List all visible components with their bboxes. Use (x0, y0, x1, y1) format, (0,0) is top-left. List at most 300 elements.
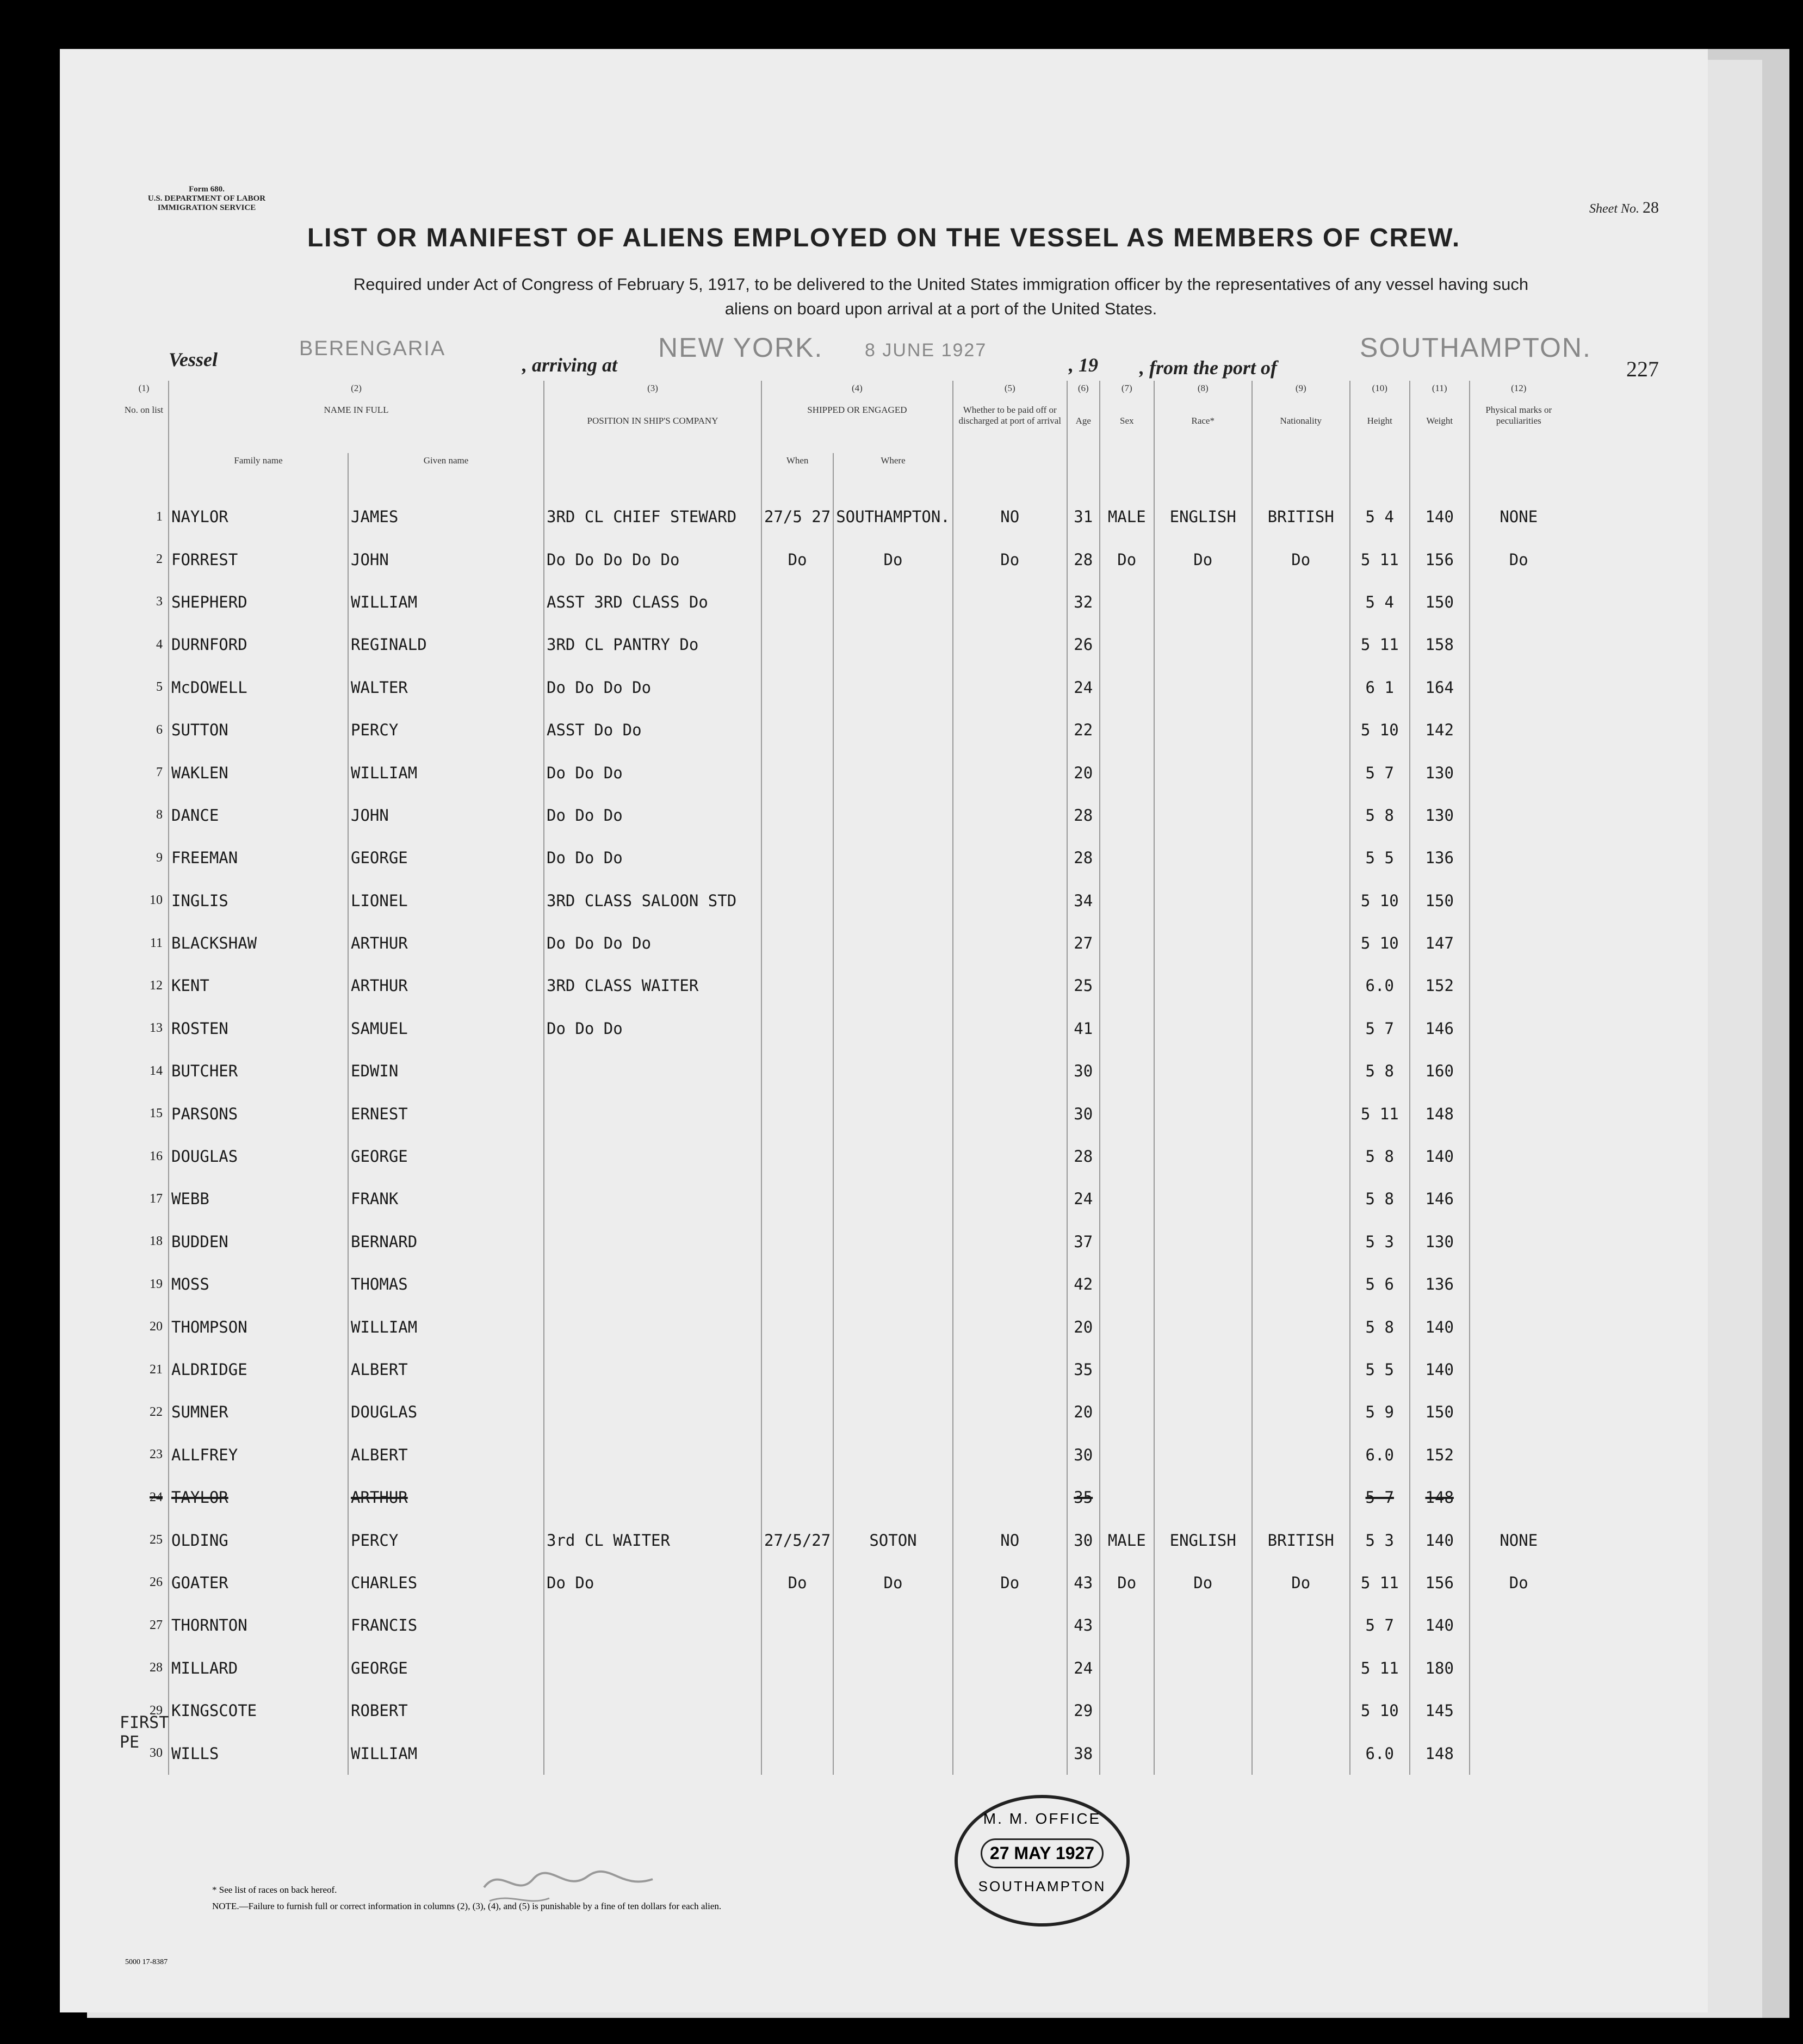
sex-cell (1100, 1221, 1154, 1263)
crew-row (120, 1305, 1567, 1348)
race-cell (1154, 581, 1252, 623)
physical-marks-cell (1470, 1732, 1567, 1774)
document-title: LIST OR MANIFEST OF ALIENS EMPLOYED ON THE VESSEL AS MEMBERS OF CREW. (307, 224, 1461, 252)
row-number-cell: 26 (150, 1575, 163, 1590)
row-number-cell: 23 (150, 1447, 163, 1462)
height-cell: 5 10 (1350, 879, 1410, 922)
physical-marks-cell (1470, 964, 1567, 1007)
height-cell: 6.0 (1350, 964, 1410, 1007)
position-cell: 3RD CL PANTRY Do (544, 623, 761, 666)
family-name-cell: THOMPSON (169, 1305, 348, 1348)
physical-marks-cell (1470, 1221, 1567, 1263)
row-number-cell: 16 (150, 1149, 163, 1163)
sex-cell (1100, 837, 1154, 879)
paid-off-cell (953, 1221, 1067, 1263)
shipped-where-cell (833, 581, 953, 623)
row-number-cell: 22 (150, 1404, 163, 1419)
sex-cell (1100, 1732, 1154, 1774)
position-cell: ASST Do Do (544, 709, 761, 751)
paid-off-cell: Do (953, 538, 1067, 580)
age-cell: 20 (1067, 1391, 1100, 1433)
weight-cell: 140 (1410, 1348, 1470, 1391)
col-paid-off-header: (5) Whether to be paid off or discharged at port of arrival (953, 381, 1067, 495)
weight-cell: 148 (1410, 1476, 1470, 1519)
weight-cell: 145 (1410, 1689, 1470, 1732)
nationality-cell (1252, 1178, 1350, 1220)
nationality-cell (1252, 1221, 1350, 1263)
position-cell (544, 1391, 761, 1433)
weight-cell: 160 (1410, 1050, 1470, 1092)
given-name-cell: JOHN (348, 538, 544, 580)
given-name-cell: WILLIAM (348, 751, 544, 794)
race-cell: Do (1154, 1562, 1252, 1604)
shipped-when-cell (761, 1263, 833, 1305)
sex-cell (1100, 709, 1154, 751)
paid-off-cell: Do (953, 1562, 1067, 1604)
shipped-where-cell (833, 1476, 953, 1519)
nationality-cell (1252, 1476, 1350, 1519)
crew-row (120, 1604, 1567, 1646)
margin-note: FIRST PE (120, 1713, 169, 1752)
shipped-when-cell (761, 794, 833, 837)
family-name-cell: SUTTON (169, 709, 348, 751)
departure-port: SOUTHAMPTON. (1360, 332, 1591, 363)
crew-row (120, 1348, 1567, 1391)
given-name-cell: PERCY (348, 1519, 544, 1561)
weight-cell: 146 (1410, 1178, 1470, 1220)
sex-cell (1100, 1689, 1154, 1732)
position-cell: Do Do (544, 1562, 761, 1604)
weight-cell: 136 (1410, 1263, 1470, 1305)
physical-marks-cell (1470, 837, 1567, 879)
height-cell: 5 5 (1350, 837, 1410, 879)
race-cell (1154, 879, 1252, 922)
crew-row (120, 495, 1567, 538)
shipped-when-cell (761, 922, 833, 964)
given-name-cell: ARTHUR (348, 922, 544, 964)
race-cell (1154, 1604, 1252, 1646)
print-number: 5000 17-8387 (125, 1958, 168, 1966)
race-cell (1154, 964, 1252, 1007)
form-header: Form 680. U.S. DEPARTMENT OF LABOR IMMIGRATION SERVICE (147, 185, 266, 212)
physical-marks-cell (1470, 623, 1567, 666)
given-name-cell: GEORGE (348, 1135, 544, 1178)
row-number-cell: 15 (150, 1106, 163, 1121)
paid-off-cell (953, 1732, 1067, 1774)
paid-off-cell (953, 1434, 1067, 1476)
height-cell: 5 11 (1350, 1092, 1410, 1135)
position-cell: Do Do Do Do Do (544, 538, 761, 580)
age-cell: 20 (1067, 1305, 1100, 1348)
position-cell (544, 1305, 761, 1348)
nationality-cell (1252, 666, 1350, 709)
given-name-cell: LIONEL (348, 879, 544, 922)
family-name-cell: FREEMAN (169, 837, 348, 879)
family-name-cell: ALLFREY (169, 1434, 348, 1476)
height-cell: 5 4 (1350, 581, 1410, 623)
height-cell: 5 11 (1350, 1562, 1410, 1604)
shipped-where-cell (833, 1050, 953, 1092)
given-name-cell: ARTHUR (348, 1476, 544, 1519)
family-name-cell: MILLARD (169, 1647, 348, 1689)
crew-row (120, 1221, 1567, 1263)
nationality-cell (1252, 709, 1350, 751)
given-name-cell: SAMUEL (348, 1007, 544, 1050)
family-name-cell: TAYLOR (169, 1476, 348, 1519)
position-cell: Do Do Do (544, 794, 761, 837)
physical-marks-cell (1470, 1305, 1567, 1348)
row-number-cell: 10 (150, 893, 163, 908)
nationality-cell (1252, 1050, 1350, 1092)
sex-cell (1100, 1050, 1154, 1092)
family-name-cell: SUMNER (169, 1391, 348, 1433)
physical-marks-cell (1470, 1434, 1567, 1476)
position-cell (544, 1647, 761, 1689)
race-cell (1154, 1391, 1252, 1433)
shipped-when-cell: Do (761, 1562, 833, 1604)
position-cell: 3RD CLASS WAITER (544, 964, 761, 1007)
sex-cell (1100, 1135, 1154, 1178)
row-number-cell: 17 (150, 1191, 163, 1206)
nationality-cell (1252, 1391, 1350, 1433)
nationality-cell (1252, 1732, 1350, 1774)
col-height-header: (10) Height (1350, 381, 1410, 495)
sex-cell (1100, 581, 1154, 623)
height-cell: 5 9 (1350, 1391, 1410, 1433)
age-cell: 24 (1067, 666, 1100, 709)
given-name-cell: ROBERT (348, 1689, 544, 1732)
paid-off-cell (953, 666, 1067, 709)
given-name-cell: BERNARD (348, 1221, 544, 1263)
physical-marks-cell (1470, 1092, 1567, 1135)
family-name-cell: MOSS (169, 1263, 348, 1305)
shipped-when-cell (761, 1092, 833, 1135)
race-cell (1154, 837, 1252, 879)
height-cell: 6.0 (1350, 1732, 1410, 1774)
age-cell: 22 (1067, 709, 1100, 751)
sex-cell: Do (1100, 538, 1154, 580)
col-shipped-header: (4) SHIPPED OR ENGAGED (761, 381, 953, 453)
position-cell: Do Do Do (544, 1007, 761, 1050)
paid-off-cell (953, 1305, 1067, 1348)
physical-marks-cell (1470, 879, 1567, 922)
nationality-cell (1252, 1007, 1350, 1050)
given-name-cell: ALBERT (348, 1348, 544, 1391)
weight-cell: 158 (1410, 623, 1470, 666)
sex-cell (1100, 666, 1154, 709)
physical-marks-cell (1470, 581, 1567, 623)
arriving-label: , arriving at (522, 354, 618, 376)
arrival-date: 8 JUNE 1927 (865, 340, 987, 361)
given-name-cell: EDWIN (348, 1050, 544, 1092)
given-name-cell: THOMAS (348, 1263, 544, 1305)
height-cell: 5 10 (1350, 922, 1410, 964)
col-name-header: (2) NAME IN FULL (169, 381, 544, 453)
age-cell: 28 (1067, 538, 1100, 580)
shipped-when-cell (761, 1604, 833, 1646)
age-cell: 43 (1067, 1604, 1100, 1646)
col-when-header: When (761, 453, 833, 495)
weight-cell: 150 (1410, 1391, 1470, 1433)
shipped-where-cell (833, 794, 953, 837)
race-cell (1154, 1135, 1252, 1178)
position-cell: 3RD CL CHIEF STEWARD (544, 495, 761, 538)
from-port-label: , from the port of (1139, 357, 1278, 379)
given-name-cell: WILLIAM (348, 581, 544, 623)
family-name-cell: BUTCHER (169, 1050, 348, 1092)
age-cell: 29 (1067, 1689, 1100, 1732)
weight-cell: 136 (1410, 837, 1470, 879)
shipped-when-cell (761, 1050, 833, 1092)
race-cell (1154, 1221, 1252, 1263)
crew-row (120, 1178, 1567, 1220)
family-name-cell: WEBB (169, 1178, 348, 1220)
shipped-when-cell (761, 964, 833, 1007)
shipped-where-cell (833, 1263, 953, 1305)
row-number-cell: 6 (156, 722, 163, 737)
race-cell: ENGLISH (1154, 1519, 1252, 1561)
position-cell (544, 1348, 761, 1391)
nationality-cell: BRITISH (1252, 495, 1350, 538)
paid-off-cell (953, 1263, 1067, 1305)
height-cell: 5 3 (1350, 1519, 1410, 1561)
nationality-cell (1252, 1689, 1350, 1732)
nationality-cell (1252, 1092, 1350, 1135)
age-cell: 27 (1067, 922, 1100, 964)
sex-cell: MALE (1100, 1519, 1154, 1561)
col-position-header: (3) POSITION IN SHIP'S COMPANY (544, 381, 761, 495)
weight-cell: 152 (1410, 1434, 1470, 1476)
position-cell (544, 1221, 761, 1263)
age-cell: 24 (1067, 1647, 1100, 1689)
weight-cell: 130 (1410, 794, 1470, 837)
position-cell (544, 1263, 761, 1305)
position-cell (544, 1092, 761, 1135)
weight-cell: 130 (1410, 751, 1470, 794)
paid-off-cell (953, 623, 1067, 666)
paid-off-cell (953, 964, 1067, 1007)
height-cell: 5 8 (1350, 1178, 1410, 1220)
shipped-where-cell (833, 879, 953, 922)
shipped-where-cell: SOUTHAMPTON. (833, 495, 953, 538)
row-number-cell: 11 (150, 936, 163, 950)
shipped-where-cell (833, 1732, 953, 1774)
shipped-when-cell (761, 1007, 833, 1050)
crew-row (120, 1647, 1567, 1689)
shipped-when-cell (761, 751, 833, 794)
nationality-cell: BRITISH (1252, 1519, 1350, 1561)
paid-off-cell (953, 837, 1067, 879)
paid-off-cell (953, 1135, 1067, 1178)
physical-marks-cell: Do (1470, 1562, 1567, 1604)
race-cell (1154, 1178, 1252, 1220)
physical-marks-cell (1470, 1007, 1567, 1050)
paid-off-cell (953, 879, 1067, 922)
crew-row (120, 837, 1567, 879)
position-cell: Do Do Do (544, 837, 761, 879)
nationality-cell: Do (1252, 538, 1350, 580)
nationality-cell (1252, 1604, 1350, 1646)
physical-marks-cell (1470, 751, 1567, 794)
weight-cell: 148 (1410, 1092, 1470, 1135)
physical-marks-cell (1470, 1178, 1567, 1220)
shipped-when-cell (761, 1178, 833, 1220)
shipped-where-cell (833, 666, 953, 709)
height-cell: 5 3 (1350, 1221, 1410, 1263)
height-cell: 5 4 (1350, 495, 1410, 538)
crew-row (120, 1050, 1567, 1092)
paid-off-cell (953, 1391, 1067, 1433)
paid-off-cell (953, 1092, 1067, 1135)
sex-cell (1100, 751, 1154, 794)
sex-cell (1100, 1391, 1154, 1433)
given-name-cell: FRANCIS (348, 1604, 544, 1646)
age-cell: 28 (1067, 1135, 1100, 1178)
race-cell: ENGLISH (1154, 495, 1252, 538)
sex-cell (1100, 1007, 1154, 1050)
family-name-cell: OLDING (169, 1519, 348, 1561)
row-number-cell: 27 (150, 1618, 163, 1632)
age-cell: 43 (1067, 1562, 1100, 1604)
sex-cell: Do (1100, 1562, 1154, 1604)
position-cell: 3rd CL WAITER (544, 1519, 761, 1561)
age-cell: 30 (1067, 1519, 1100, 1561)
weight-cell: 140 (1410, 1519, 1470, 1561)
physical-marks-cell (1470, 1135, 1567, 1178)
crew-row (120, 1434, 1567, 1476)
shipped-when-cell (761, 879, 833, 922)
weight-cell: 164 (1410, 666, 1470, 709)
shipped-where-cell (833, 1689, 953, 1732)
physical-marks-cell (1470, 666, 1567, 709)
age-cell: 28 (1067, 837, 1100, 879)
crew-row (120, 623, 1567, 666)
race-cell (1154, 751, 1252, 794)
physical-marks-cell (1470, 709, 1567, 751)
height-cell: 6.0 (1350, 1434, 1410, 1476)
shipped-where-cell (833, 1434, 953, 1476)
shipped-when-cell (761, 1391, 833, 1433)
weight-cell: 148 (1410, 1732, 1470, 1774)
given-name-cell: REGINALD (348, 623, 544, 666)
family-name-cell: PARSONS (169, 1092, 348, 1135)
nationality-cell (1252, 1135, 1350, 1178)
age-cell: 30 (1067, 1434, 1100, 1476)
paid-off-cell (953, 1050, 1067, 1092)
shipped-where-cell: Do (833, 1562, 953, 1604)
height-cell: 5 11 (1350, 623, 1410, 666)
physical-marks-cell: NONE (1470, 495, 1567, 538)
age-cell: 24 (1067, 1178, 1100, 1220)
family-name-cell: INGLIS (169, 879, 348, 922)
height-cell: 6 1 (1350, 666, 1410, 709)
row-number-cell: 7 (156, 765, 163, 780)
shipped-where-cell (833, 1221, 953, 1263)
position-cell (544, 1434, 761, 1476)
sex-cell (1100, 794, 1154, 837)
position-cell (544, 1732, 761, 1774)
weight-cell: 152 (1410, 964, 1470, 1007)
crew-row (120, 538, 1567, 580)
shipped-when-cell (761, 623, 833, 666)
shipped-where-cell (833, 1135, 953, 1178)
sex-cell (1100, 1178, 1154, 1220)
family-name-cell: ROSTEN (169, 1007, 348, 1050)
weight-cell: 156 (1410, 538, 1470, 580)
row-number-cell: 4 (156, 637, 163, 652)
family-name-cell: ALDRIDGE (169, 1348, 348, 1391)
family-name-cell: WAKLEN (169, 751, 348, 794)
shipped-where-cell (833, 964, 953, 1007)
weight-cell: 150 (1410, 879, 1470, 922)
race-cell (1154, 1348, 1252, 1391)
shipped-where-cell (833, 623, 953, 666)
row-number-cell: 3 (156, 594, 163, 609)
crew-row (120, 1263, 1567, 1305)
subtitle-line-2: aliens on board upon arrival at a port of the United States. (724, 299, 1157, 318)
shipped-where-cell: Do (833, 538, 953, 580)
race-cell (1154, 1732, 1252, 1774)
family-name-cell: SHEPHERD (169, 581, 348, 623)
age-cell: 30 (1067, 1050, 1100, 1092)
row-number-cell: 2 (156, 552, 163, 567)
family-name-cell: WILLS (169, 1732, 348, 1774)
age-cell: 34 (1067, 879, 1100, 922)
nationality-cell (1252, 922, 1350, 964)
shipped-when-cell: 27/5/27 (761, 1519, 833, 1561)
paid-off-cell (953, 1689, 1067, 1732)
given-name-cell: GEORGE (348, 837, 544, 879)
race-cell: Do (1154, 538, 1252, 580)
age-cell: 42 (1067, 1263, 1100, 1305)
physical-marks-cell (1470, 1050, 1567, 1092)
shipped-when-cell (761, 666, 833, 709)
height-cell: 5 6 (1350, 1263, 1410, 1305)
year-label: , 19 (1069, 354, 1098, 376)
height-cell: 5 8 (1350, 1305, 1410, 1348)
sex-cell (1100, 1092, 1154, 1135)
mm-office-stamp: M. M. OFFICE 27 MAY 1927 SOUTHAMPTON (955, 1795, 1130, 1927)
nationality-cell (1252, 964, 1350, 1007)
race-cell (1154, 1092, 1252, 1135)
given-name-cell: JAMES (348, 495, 544, 538)
weight-cell: 140 (1410, 1604, 1470, 1646)
paid-off-cell (953, 1647, 1067, 1689)
paid-off-cell (953, 922, 1067, 964)
shipped-when-cell (761, 581, 833, 623)
age-cell: 38 (1067, 1732, 1100, 1774)
col-where-header: Where (833, 453, 953, 495)
age-cell: 30 (1067, 1092, 1100, 1135)
shipped-when-cell (761, 1135, 833, 1178)
weight-cell: 180 (1410, 1647, 1470, 1689)
sex-cell (1100, 1263, 1154, 1305)
family-name-cell: NAYLOR (169, 495, 348, 538)
shipped-where-cell (833, 1007, 953, 1050)
crew-row (120, 709, 1567, 751)
crew-table (120, 381, 1567, 1775)
shipped-where-cell (833, 751, 953, 794)
position-cell (544, 1689, 761, 1732)
position-cell: Do Do Do Do (544, 666, 761, 709)
paid-off-cell (953, 1007, 1067, 1050)
race-cell (1154, 922, 1252, 964)
physical-marks-cell (1470, 1604, 1567, 1646)
given-name-cell: ALBERT (348, 1434, 544, 1476)
col-marks-header: (12) Physical marks or peculiarities (1470, 381, 1567, 495)
physical-marks-cell (1470, 1689, 1567, 1732)
paid-off-cell: NO (953, 495, 1067, 538)
